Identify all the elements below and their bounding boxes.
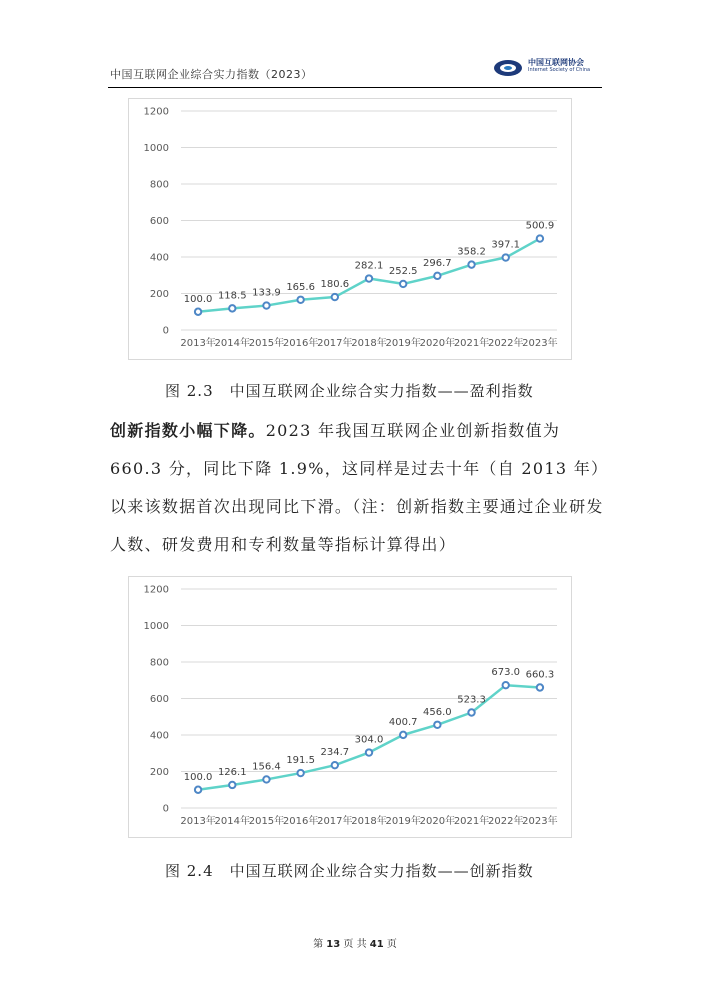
c1-data-point: [400, 281, 406, 287]
c1-data-label: 118.5: [217, 290, 247, 302]
c1-xtick-label: 2014年: [214, 338, 250, 349]
c2-data-label: 126.1: [217, 766, 247, 778]
c2-data-point: [332, 762, 338, 768]
c2-data-label: 400.7: [388, 716, 418, 728]
c2-xtick-label: 2022年: [488, 816, 524, 827]
c1-data-label: 282.1: [354, 260, 384, 272]
c2-xtick-label: 2021年: [453, 816, 490, 827]
c2-data-label: 673.0: [491, 667, 521, 679]
c1-data-point: [263, 302, 269, 308]
c1-data-label: 296.7: [423, 257, 452, 269]
c1-ytick-label: 400: [149, 252, 169, 264]
paragraph-lead: 创新指数小幅下降。: [110, 421, 266, 440]
c2-xtick-label: 2013年: [180, 816, 216, 827]
c1-data-point: [297, 297, 303, 303]
logo-text-en: Internet Society of China: [528, 67, 591, 73]
c1-ytick-label: 600: [149, 216, 169, 227]
c2-data-point: [263, 776, 269, 782]
c2-data-point: [503, 682, 509, 688]
c1-data-label: 165.6: [286, 281, 315, 293]
c2-data-label: 191.5: [286, 755, 315, 767]
footer-mid: 页 共: [343, 939, 367, 950]
c2-ytick-label: 1200: [143, 584, 169, 596]
c2-data-label: 456.0: [423, 706, 452, 718]
c1-data-label: 180.6: [320, 279, 350, 291]
c2-data-label: 304.0: [354, 734, 384, 746]
figure-caption-2-3: 图 2.3 中国互联网企业综合实力指数——盈利指数: [165, 382, 534, 400]
c1-xtick-label: 2021年: [453, 338, 490, 349]
paragraph-text: 2023 年我国互联网企业创新指数值为 660.3 分，同比下降 1.9%，这同样是过去十年（自 2013 年）以来该数据首次出现同比下滑。（注：创新指数主要通过企业研发人数、研发费用和专利数量等指标计算得出）: [110, 421, 604, 554]
c2-data-label: 100.0: [183, 771, 213, 783]
c2-ytick-label: 1000: [143, 621, 169, 632]
c1-data-point: [332, 294, 338, 300]
footer-suffix: 页: [386, 939, 397, 950]
logo-text-cn: 中国互联网协会: [528, 58, 584, 67]
c1-xtick-label: 2023年: [522, 338, 558, 349]
innovation-index-chart-svg: [129, 577, 571, 837]
c2-ytick-label: 600: [149, 694, 169, 705]
c1-xtick-label: 2018年: [351, 338, 387, 349]
c2-data-point: [229, 782, 235, 788]
c2-data-point: [434, 722, 440, 728]
c1-ytick-label: 0: [162, 325, 169, 337]
c1-data-label: 397.1: [491, 239, 521, 251]
c1-data-point: [468, 261, 474, 267]
c1-data-point: [229, 305, 235, 311]
c2-xtick-label: 2017年: [317, 816, 353, 827]
c2-xtick-label: 2018年: [351, 816, 387, 827]
footer-prefix: 第: [313, 939, 324, 950]
c1-data-point: [366, 275, 372, 281]
page-header-title: 中国互联网企业综合实力指数（2023）: [110, 68, 313, 81]
c2-data-point: [400, 732, 406, 738]
c1-xtick-label: 2019年: [385, 338, 421, 349]
header-rule: [108, 87, 602, 88]
c1-data-point: [434, 273, 440, 279]
c2-data-point: [297, 770, 303, 776]
c2-data-label: 234.7: [320, 747, 350, 759]
c1-xtick-label: 2022年: [488, 338, 524, 349]
c1-xtick-label: 2015年: [248, 338, 285, 349]
c1-ytick-label: 1200: [143, 106, 169, 118]
innovation-index-chart: [128, 576, 572, 838]
page-footer: [0, 935, 710, 950]
c1-data-label: 252.5: [388, 265, 418, 277]
c1-data-point: [537, 235, 543, 241]
c2-data-label: 156.4: [252, 761, 281, 773]
c1-data-label: 500.9: [525, 220, 555, 232]
c1-data-point: [195, 309, 201, 315]
c1-xtick-label: 2020年: [419, 338, 456, 349]
c1-xtick-label: 2017年: [317, 338, 353, 349]
c1-ytick-label: 200: [149, 289, 169, 300]
c2-data-label: 660.3: [525, 669, 555, 681]
c2-data-label: 523.3: [457, 694, 486, 706]
footer-total-pages: 41: [369, 939, 384, 950]
c2-data-point: [366, 749, 372, 755]
c1-data-label: 100.0: [183, 293, 213, 305]
footer-page-number: 13: [326, 939, 341, 950]
c1-data-label: 133.9: [252, 287, 281, 299]
c2-xtick-label: 2019年: [385, 816, 421, 827]
c2-data-point: [195, 787, 201, 793]
c1-xtick-label: 2016年: [282, 338, 319, 349]
body-paragraph: [110, 412, 604, 564]
c1-data-point: [503, 254, 509, 260]
figure-caption-2-4: 图 2.4 中国互联网企业综合实力指数——创新指数: [165, 862, 534, 880]
c2-xtick-label: 2020年: [419, 816, 456, 827]
c2-ytick-label: 400: [149, 730, 169, 742]
c1-xtick-label: 2013年: [180, 338, 216, 349]
c2-xtick-label: 2015年: [248, 816, 285, 827]
profit-index-chart-svg: [129, 99, 571, 359]
c2-xtick-label: 2014年: [214, 816, 250, 827]
c2-ytick-label: 0: [162, 803, 169, 815]
c1-ytick-label: 800: [149, 179, 169, 191]
c1-data-label: 358.2: [457, 246, 486, 258]
profit-index-chart: [128, 98, 572, 360]
c2-ytick-label: 800: [149, 657, 169, 669]
c2-xtick-label: 2023年: [522, 816, 558, 827]
c2-data-point: [537, 684, 543, 690]
c2-ytick-label: 200: [149, 767, 169, 778]
c2-xtick-label: 2016年: [282, 816, 319, 827]
c1-ytick-label: 1000: [143, 143, 169, 154]
c2-data-point: [468, 709, 474, 715]
